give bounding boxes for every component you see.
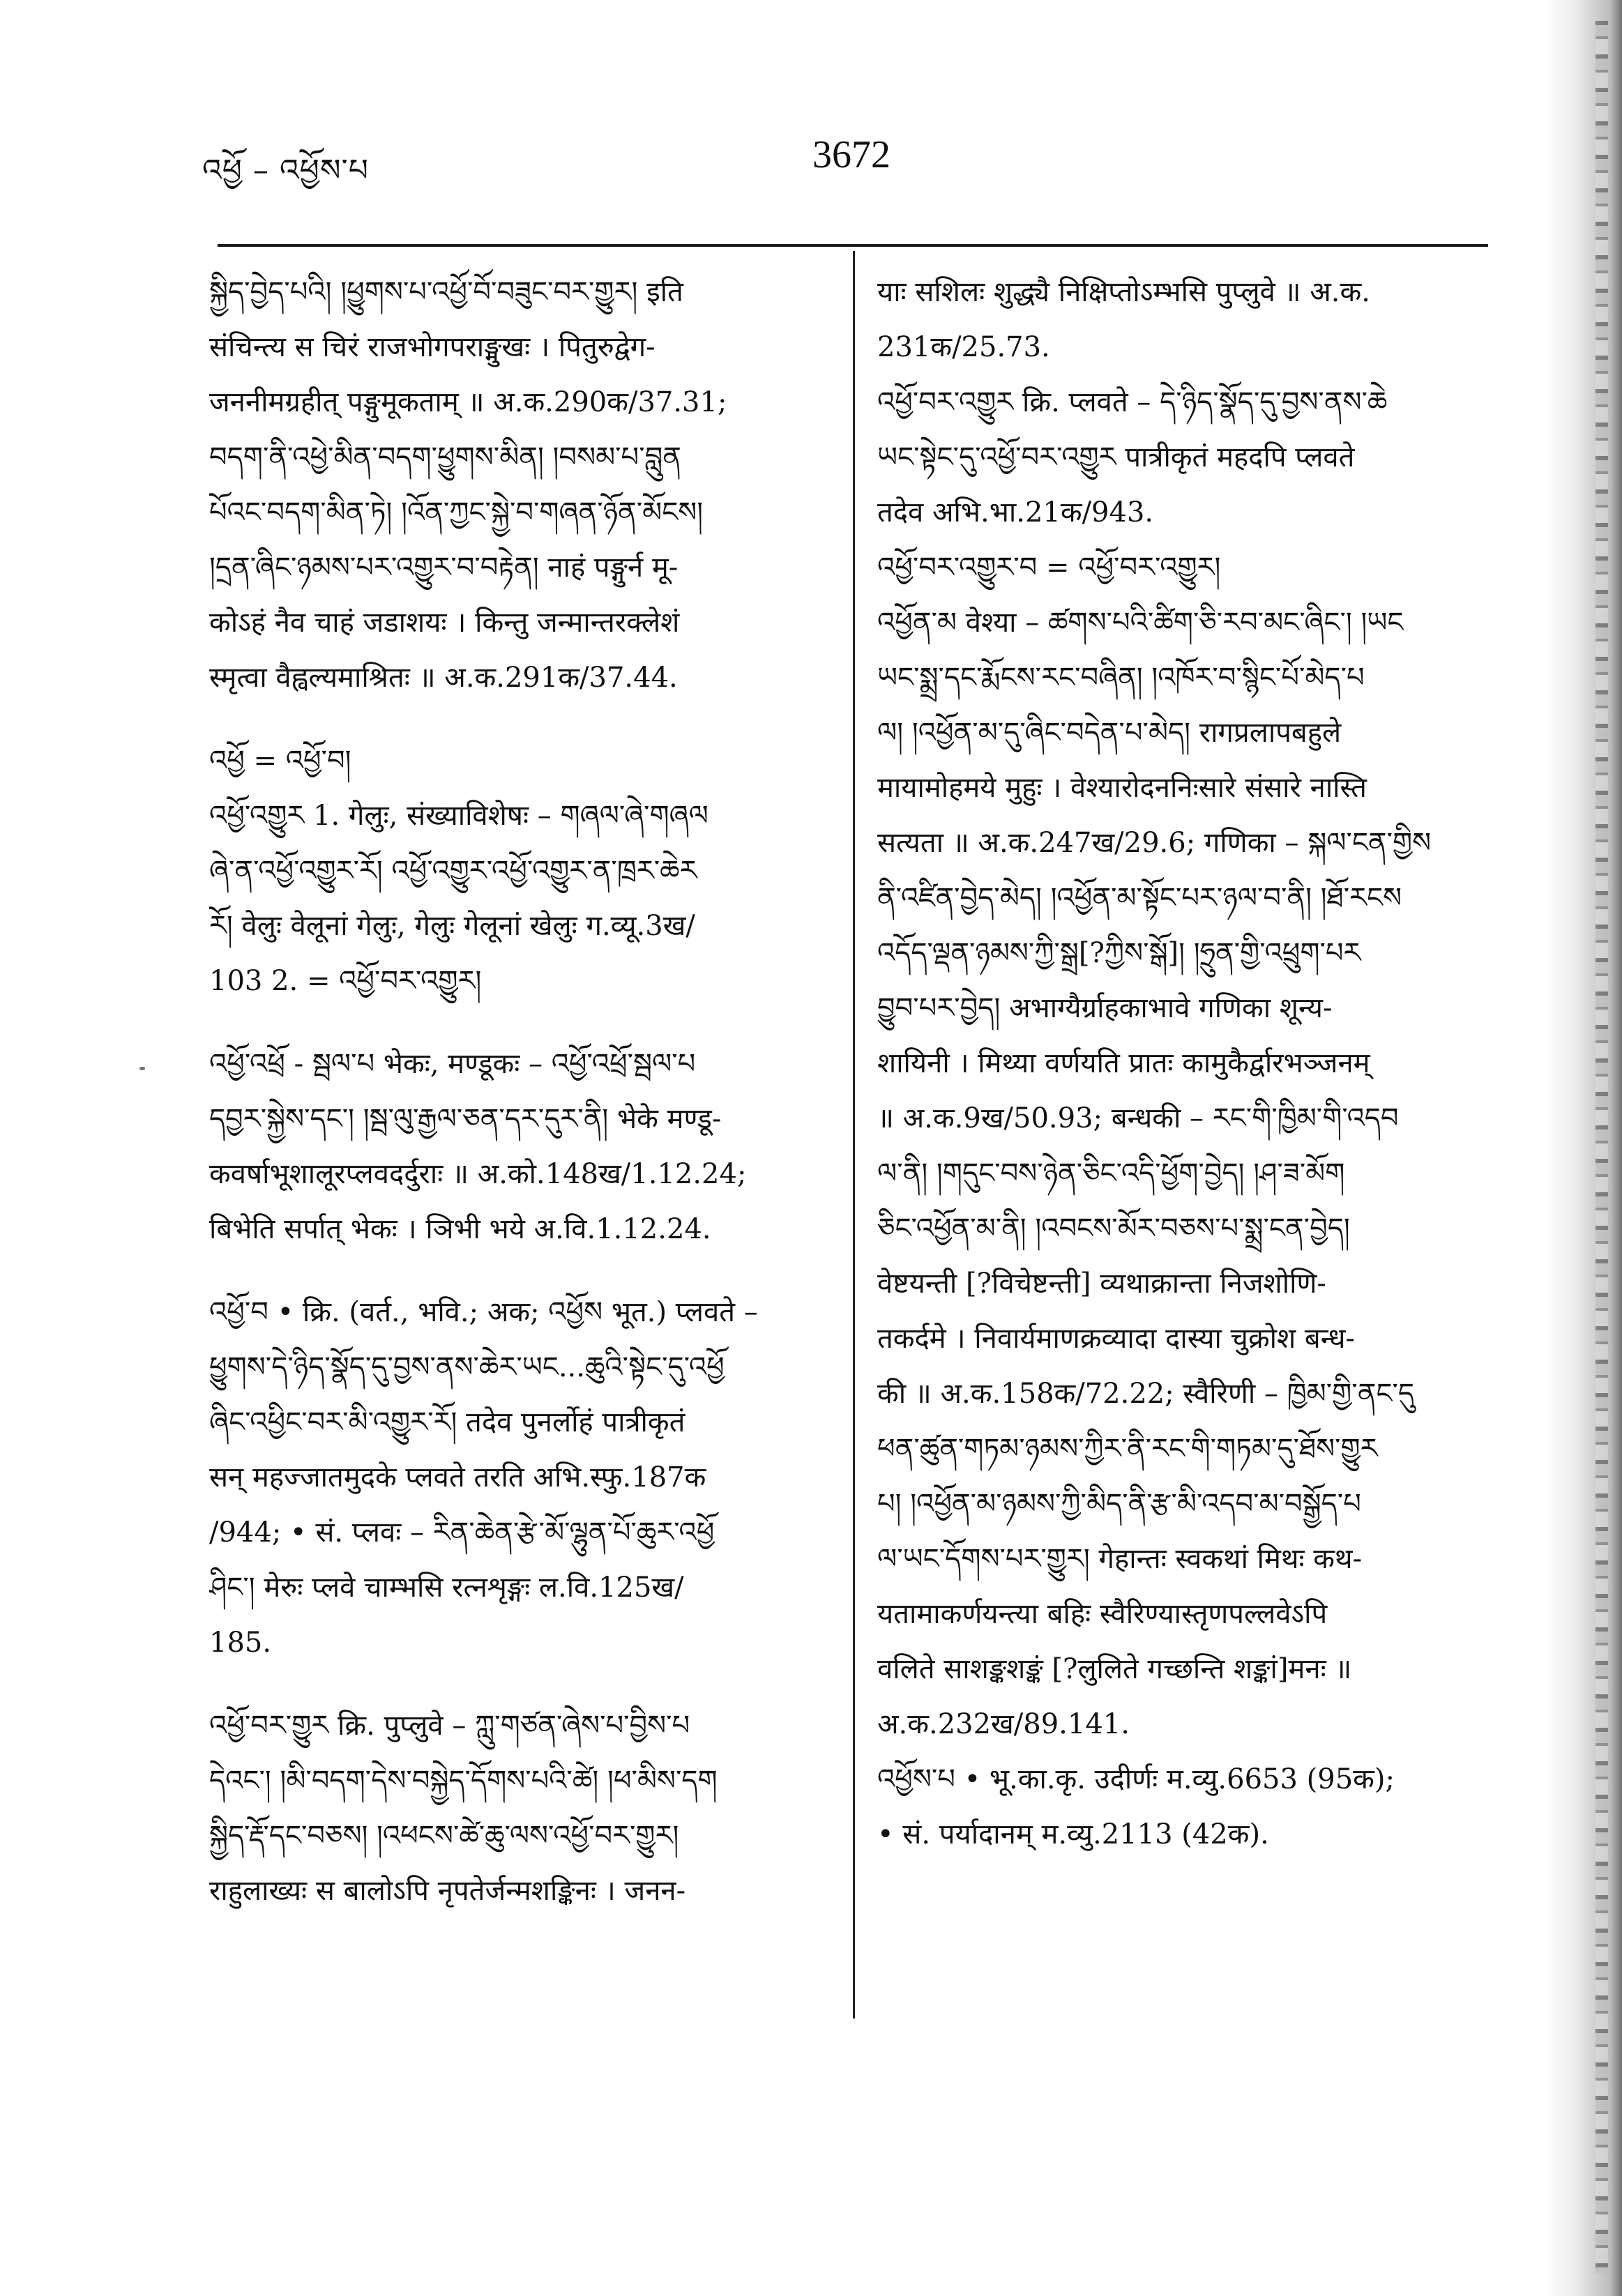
text-line: བདག་ནི་འཕྱེ་མིན་བདག་ཕྱུགས་མིན། །བསམ་པ་བླུན	[209, 441, 681, 473]
entry-gap	[209, 1671, 809, 1698]
text-line: འཕྱོ་བ • क्रि. (वर्त., भवि.; अक; འཕྱོས भूत.) प्लवते –	[209, 1296, 758, 1328]
text-line: कोऽहं नैव चाहं जडाशयः । किन्तु जन्मान्तरक्लेशं	[209, 607, 680, 639]
text-line: सत्यता ॥ अ.क.247ख/29.6; गणिका – སྐལ་ངན་གྱིས	[877, 827, 1432, 859]
text-line: • सं. पर्यादानम् म.व्यु.2113 (42क).	[877, 1818, 1269, 1850]
entry-gap	[209, 1257, 809, 1285]
text-line: की ॥ अ.क.158क/72.22; स्वैरिणी – ཁྱིམ་གྱི་ནང་དུ	[877, 1378, 1415, 1410]
text-line: །དྲན་ཞིང་ཉམས་པར་འགྱུར་བ་བརྟེན། नाहं पङ्गुर्न मू-	[209, 552, 679, 584]
text-line: བྱུབ་པར་བྱེད། अभाग्यैर्ग्राहकाभावे गणिका शून्य-	[877, 992, 1333, 1024]
text-line: ཕན་ཚུན་གཏམ་ཉམས་ཀྱིར་ནི་རང་གི་གཏམ་དུ་ཐོས་གྱུར	[877, 1433, 1378, 1465]
scan-speck	[139, 1067, 145, 1070]
text-line: འཕྱོ་བར་འགྱུར क्रि. प्लवते – དེ་ཉིད་སྣོད་དུ་བྱས་ནས་ཆེ	[877, 386, 1388, 418]
text-line: ཤིང་། मेरुः प्लवे चाम्भसि रत्नशृङ्गः ल.वि.125ख/	[209, 1572, 684, 1604]
text-line: སྐྱིད་རྡོ་དང་བཅས། །འཕངས་ཚེ་ཆུ་ལས་འཕྱོ་བར་གྱུར།	[209, 1820, 679, 1852]
text-line: འཕྱོན་མ वेश्या – ཚགས་པའི་ཚིག་ཅི་རབ་མང་ཞིང་། །ཡང	[877, 607, 1404, 639]
text-line: स्मृत्वा वैह्वल्यमाश्रितः ॥ अ.क.291क/37.44.	[209, 662, 678, 694]
text-line: संचिन्त्य स चिरं राजभोगपराङ्मुखः । पितुरुद्वेग-	[209, 331, 655, 363]
text-line: तकर्दमे । निवार्यमाणक्रव्यादा दास्या चुक्रोश बन्ध-	[877, 1323, 1355, 1355]
entry-gap	[209, 1009, 809, 1037]
text-line: སྐྱིད་བྱེད་པའི། །ཕྱུགས་པ་འཕྱོ་བོ་བཟུང་བར་གྱུར། इति	[209, 276, 683, 308]
text-line: པོའང་བདག་མིན་ཏེ། །འོན་ཀྱང་སྐྱེ་བ་གཞན་ཉོན་མོངས།	[209, 496, 704, 529]
text-line: ཕྱུགས་དེ་ཉིད་སྣོད་དུ་བྱས་ནས་ཆེར་ཡང...ཆུའི་སྟེང་དུ་འཕྱོ	[209, 1351, 725, 1383]
text-line: འཕྱོ = འཕྱོ་བ།	[209, 745, 351, 777]
text-line: जननीमग्रहीत् पङ्गुमूकताम् ॥ अ.क.290क/37.31;	[209, 386, 727, 418]
column-divider	[853, 251, 855, 2018]
text-line: ཡང་སྨྲ་དང་རྨོངས་རང་བཞིན། །འཁོར་བ་སྙིང་པོ་མེད་པ	[877, 662, 1365, 694]
text-line: འཕྱོ་འཕྲོ - སྦལ་པ भेकः, मण्डूकः – འཕྱོ་འཕྲོ་སྦལ་པ	[209, 1048, 696, 1080]
text-line: यतामाकर्णयन्त्या बहिः स्वैरिण्यास्तृणपल्लवेऽपि	[877, 1598, 1328, 1630]
text-line: 103 2. = འཕྱོ་བར་འགྱུར།	[209, 965, 482, 997]
text-line: 185.	[209, 1627, 272, 1659]
text-line: ॥ अ.क.9ख/50.93; बन्धकी – རང་གི་ཁྱིམ་གི་འདབ	[877, 1102, 1399, 1134]
text-line: འཕྱོས་པ • भू.का.कृ. उदीर्णः म.व्यु.6653 (95क);	[877, 1763, 1395, 1795]
text-line: ནི་འཛིན་བྱེད་མེད། །འཕྱོན་མ་སྟོང་པར་ཉལ་བ་ནི། །ཐོ་རངས	[877, 882, 1402, 914]
text-line: कवर्षाभूशालूरप्लवदर्दुराः ॥ अ.को.148ख/1.12.24;	[209, 1158, 747, 1190]
scan-edge-stripe	[1596, 21, 1608, 2273]
text-line: मायामोहमये मुहुः । वेश्यारोदननिःसारे संसारे नास्ति	[877, 772, 1367, 804]
text-line: ལ་ནི། །གདུང་བས་ཉེན་ཅིང་འདི་ཕྱོག་བྱེད། །ཤ་ཟ་མོག	[877, 1157, 1345, 1189]
text-line: याः सशिलः शुद्ध्यै निक्षिप्तोऽम्भसि पुप्लुवे ॥ अ.क.	[877, 276, 1370, 308]
text-line: वेष्टयन्ती [?विचेष्टन्ती] व्यथाक्रान्ता निजशोणि-	[877, 1268, 1326, 1300]
text-line: बिभेति सर्पात् भेकः । ञिभी भये अ.वि.1.12.24.	[209, 1213, 711, 1245]
text-line: དེའང་། །མི་བདག་དེས་བསྐྱེད་དོགས་པའི་ཚེ། །ཕ་མིས་དག	[209, 1765, 718, 1797]
text-line: ཞིང་འཕྱིང་བར་མི་འགྱུར་རོ། तदेव पुनर्लोहं पात्रीकृतं	[209, 1406, 685, 1438]
text-line: དབྱར་སྐྱེས་དང་། །སྦ་ལུ་རྒྱལ་ཅན་དར་དུར་ནི། भेके मण्डू-	[209, 1103, 722, 1135]
text-line: འདོད་ལྡན་ཉམས་ཀྱི་སྒྲ[?ཀྱིས་སྒོ]། །ཧྲུན་གྱི་འཕྲུག་པར	[877, 937, 1361, 969]
text-line: ཞེ་ན་འཕྱོ་འགྱུར་རོ། འཕྱོ་འགྱུར་འཕྱོ་འགྱུར་ན་ཁྲར་ཆེར	[209, 855, 697, 887]
text-line: ཅིང་འཕྱོན་མ་ནི། །འབངས་མོར་བཅས་པ་སྨྲ་ངན་བྱེད།	[877, 1212, 1350, 1245]
text-line: वलिते साशङ्कशङ्कं [?लुलिते गच्छन्ति शङ्कां]मनः ॥	[877, 1653, 1352, 1685]
left-column	[209, 265, 809, 1919]
scan-edge-shadow	[1545, 0, 1622, 2296]
right-column	[877, 265, 1491, 1862]
page-number: 3672	[812, 133, 890, 176]
text-line: རོ། वेलुः वेलूनां गेलुः, गेलुः गेलूनां खेलुः ग.व्यू.3ख/	[209, 910, 695, 942]
text-line: राहुलाख्यः स बालोऽपि नृपतेर्जन्मशङ्किनः । जनन-	[209, 1875, 686, 1907]
text-line: འཕྱོ་བར་གྱུར क्रि. पुप्लुवे – ཀླུ་གཙན་ཞེས་པ་བྱིས་པ	[209, 1710, 690, 1742]
text-line: /944; • सं. प्लवः – རིན་ཆེན་རྩེ་མོ་ལྷུན་པོ་ཆུར་འཕྱོ	[209, 1516, 715, 1549]
text-line: सन् महज्जातमुदके प्लवते तरति अभि.स्फु.187क	[209, 1461, 706, 1493]
text-line: ལ་ཡང་དོགས་པར་གྱུར། गेहान्तः स्वकथां मिथः कथ-	[877, 1543, 1363, 1575]
text-line: तदेव अभि.भा.21क/943.	[877, 496, 1154, 529]
text-line: अ.क.232ख/89.141.	[877, 1708, 1130, 1740]
running-head: འཕྱོ – འཕྱོས་པ	[202, 153, 369, 188]
header-rule	[218, 244, 1488, 247]
text-line: འཕྱོ་འགྱུར 1. गेलुः, संख्याविशेषः – གཞལ་ཞེ་གཞལ	[209, 800, 708, 832]
text-line: ཡང་སྟེང་དུ་འཕྱོ་བར་འགྱུར पात्रीकृतं महदपि प्लवते	[877, 441, 1355, 473]
text-line: པ། །འཕྱོན་མ་ཉམས་ཀྱི་མིད་ནི་རྩ་མི་འདབ་མ་བསྒྱོད་པ	[877, 1488, 1361, 1520]
text-line: 231क/25.73.	[877, 331, 1050, 363]
text-line: ལ། །འཕྱོན་མ་དུ་ཞིང་བདེན་པ་མེད། रागप्रलापबहुले	[877, 717, 1342, 749]
text-line: शायिनी । मिथ्या वर्णयति प्रातः कामुकैर्द्वारभञ्जनम्	[877, 1047, 1370, 1079]
text-line: འཕྱོ་བར་འགྱུར་བ = འཕྱོ་བར་འགྱུར།	[877, 552, 1221, 584]
entry-gap	[209, 706, 809, 733]
